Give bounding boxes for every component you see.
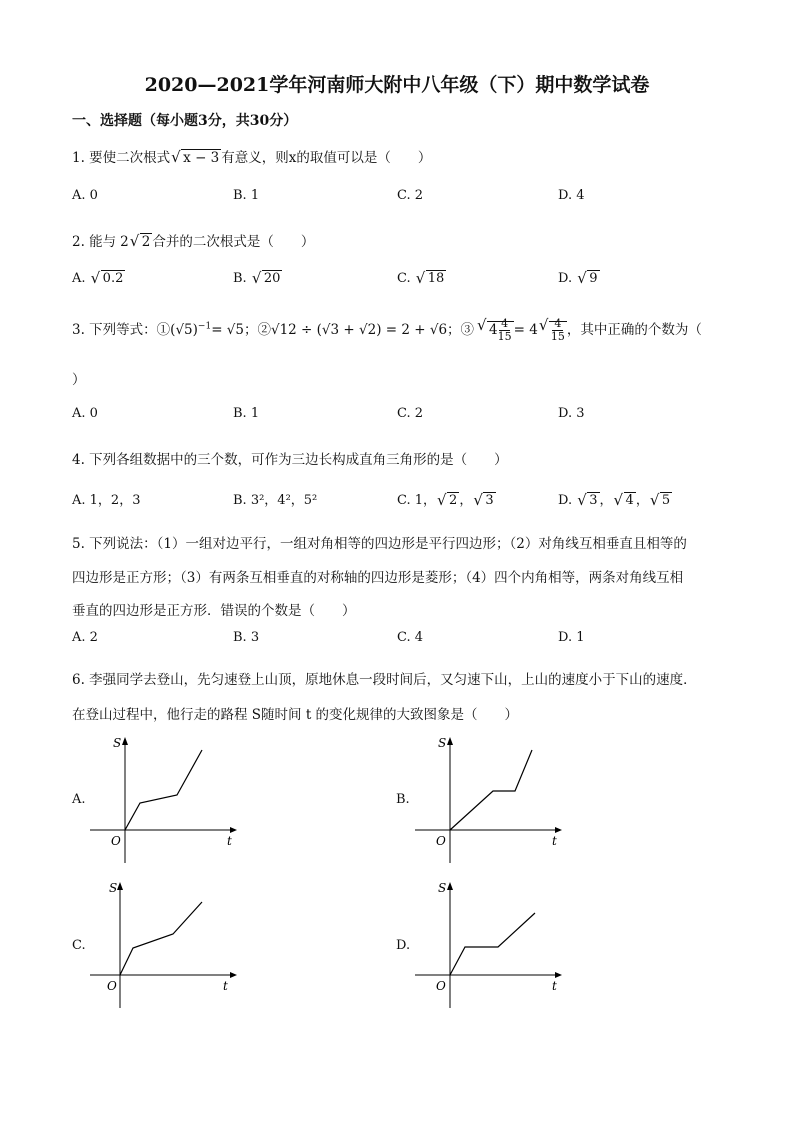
graph-b-axis-y: S [438,736,447,750]
question-1 [72,146,431,166]
page-title: 2020—2021学年河南师大附中八年级（下）期中数学试卷 [144,74,650,96]
graph-c-origin: O [107,979,117,993]
q1-option-a: A. 0 [72,188,98,203]
graph-d-origin: O [436,979,446,993]
q5-option-d: D. 1 [558,630,585,645]
q1-radical: √ x − 3 [172,150,221,166]
q2-post: 合并的二次根式是（ ） [152,234,315,250]
question-6-line-1: 6. 李强同学去登山，先匀速登上山顶，原地休息一段时间后，又匀速下山，上山的速度小于下山的速度． [72,672,697,688]
q4-option-b: B. 3²，4²，5² [233,493,318,508]
q3-option-b: B. 1 [233,406,260,421]
graph-d-label: D. [396,938,411,953]
q5-option-b: B. 3 [233,630,260,645]
q3-expr2: √12 ÷ (√3 + √2) = 2 + √6；③ [270,322,475,338]
graph-d-axis-y: S [438,881,447,895]
question-2 [72,230,314,250]
q1-option-c: C. 2 [397,188,424,203]
graph-b-label: B. [396,792,410,807]
graph-c-axis-y: S [109,881,118,895]
graph-b-axis-x: t [552,834,557,848]
section-heading: 一、选择题（每小题3分，共30分） [72,113,298,129]
graph-b [410,735,580,865]
question-5-line-3: 垂直的四边形是正方形．错误的个数是（ ） [72,603,356,619]
q5-option-a: A. 2 [72,630,98,645]
q3-option-c: C. 2 [397,406,424,421]
q2-pre: 2. 能与 [72,234,117,250]
q1-option-b: B. 1 [233,188,260,203]
q1-pre: 1. 要使二次根式 [72,150,171,166]
q2-radical: √ 2 [131,234,153,250]
graph-b-origin: O [436,834,446,848]
q3-expr3: √ 4 $\frac{4}{15}$ [478,318,514,343]
q5-option-c: C. 4 [397,630,424,645]
q3-expr1: (√5) [170,322,198,338]
graph-c-axis-x: t [223,979,228,993]
q3-option-d: D. 3 [558,406,585,421]
question-3: 3. 下列等式：$①(√5)^{-1}= √5$；②√12 ÷ (√3 + √2) = 2 + √6；③√ 4 $\frac{4}{15}$ = 4 √ $\frac{4}{15}$ ，其中正确的个数为（ [72,318,702,343]
question-6-line-2: 在登山过程中，他行走的路程 S随时间 t 的变化规律的大致图象是（ ） [72,707,519,723]
q2-option-b: B. √ 20 [233,271,282,286]
q2-coef: 2 [120,234,129,250]
question-4: 4. 下列各组数据中的三个数，可作为三边长构成直角三角形的是（ ） [72,452,508,468]
q1-option-d: D. 4 [558,188,585,203]
q2-option-d: D. √ 9 [558,271,600,286]
graph-a-origin: O [111,834,121,848]
graph-a-label: A. [72,792,86,807]
q4-option-d: D. √ 3 ，√ 4 ，√ 5 [558,489,672,508]
graph-d-axis-x: t [552,979,557,993]
graph-d [410,880,580,1010]
graph-c-label: C. [72,938,86,953]
question-5-line-1: 5. 下列说法：（1）一组对边平行，一组对角相等的四边形是平行四边形；（2）对角线互相垂直且相等的 [72,536,687,552]
q4-option-a: A. 1，2，3 [72,493,141,508]
q3-option-a: A. 0 [72,406,98,421]
question-5-line-2: 四边形是正方形；（3）有两条互相垂直的对称轴的四边形是菱形；（4）四个内角相等，两条对角线互相 [72,570,684,586]
q3-line2: ） [72,372,86,388]
q4-option-c: C. 1，√ 2 ，√ 3 [397,489,496,508]
q2-option-c: C. √ 18 [397,271,446,286]
graph-a-axis-y: S [113,736,122,750]
q2-option-a: A. √ 0.2 [72,271,125,286]
graph-c [85,880,255,1010]
q1-post: 有意义，则x的取值可以是（ ） [221,150,432,166]
graph-a-axis-x: t [227,834,232,848]
graph-a [85,735,255,865]
